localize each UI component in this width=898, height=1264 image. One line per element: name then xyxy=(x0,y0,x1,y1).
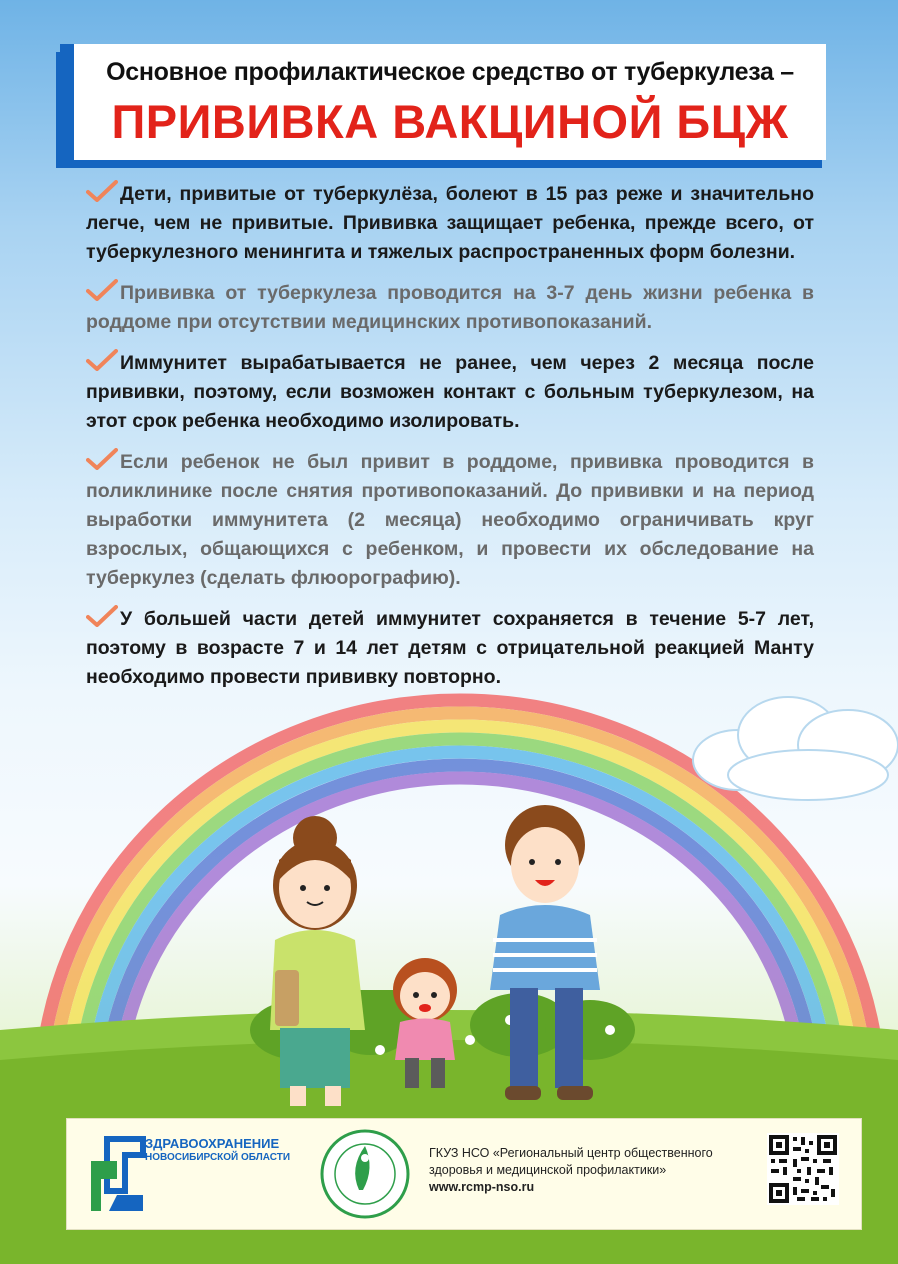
check-icon xyxy=(86,180,118,202)
check-icon xyxy=(86,279,118,301)
qr-code-icon xyxy=(767,1133,839,1205)
info-item-text: Если ребенок не был привит в роддоме, прививка проводится в поликлинике после снятия противопоказаний. До прививки и на период выработки иммунитета (2 месяца) необходимо ограничивать круг взрослых, общающихся с ребенком, и провести их обследование на туберкулез (сделать флюорографию). xyxy=(86,451,814,589)
logo-line-1: ЗДРАВООХРАНЕНИЕ xyxy=(145,1136,280,1151)
info-item-4 xyxy=(86,448,814,593)
health-ministry-logo-icon xyxy=(87,1135,147,1215)
organization-name: ГКУЗ НСО «Региональный центр общественного здоровья и медицинской профилактики» xyxy=(429,1146,713,1177)
cloud-illustration xyxy=(678,690,898,810)
info-item-text: Прививка от туберкулеза проводится на 3-7 день жизни ребенка в роддоме при отсутствии медицинских противопоказаний. xyxy=(86,282,814,333)
info-item-5 xyxy=(86,605,814,692)
logo-line-2: НОВОСИБИРСКОЙ ОБЛАСТИ xyxy=(145,1152,290,1163)
organization-info xyxy=(429,1145,759,1196)
info-item-1 xyxy=(86,180,814,267)
info-item-2 xyxy=(86,279,814,337)
health-ministry-name xyxy=(145,1137,290,1165)
info-item-3 xyxy=(86,349,814,436)
info-list xyxy=(86,180,814,704)
info-item-text: Дети, привитые от туберкулёза, болеют в 15 раз реже и значительно легче, чем не привитые. Прививка защищает ребенка, прежде всего, от туберкулезного менингита и тяжелых распространенных форм болезни. xyxy=(86,183,814,263)
poster-title: ПРИВИВКА ВАКЦИНОЙ БЦЖ xyxy=(111,95,789,148)
info-item-text: У большей части детей иммунитет сохраняется в течение 5-7 лет, поэтому в возрасте 7 и 14 лет детям с отрицательной реакцией Манту необходимо провести прививку повторно. xyxy=(86,608,814,688)
title-banner xyxy=(60,44,826,160)
check-icon xyxy=(86,448,118,470)
info-item-text: Иммунитет вырабатывается не ранее, чем через 2 месяца после прививки, поэтому, если возможен контакт с больным туберкулезом, на этот срок ребенка необходимо изолировать. xyxy=(86,352,814,432)
family-illustration xyxy=(255,790,635,1120)
footer-panel xyxy=(66,1118,862,1230)
poster-subtitle: Основное профилактическое средство от туберкулеза – xyxy=(106,58,794,86)
check-icon xyxy=(86,605,118,627)
organization-url[interactable]: www.rcmp-nso.ru xyxy=(429,1180,535,1194)
check-icon xyxy=(86,349,118,371)
center-seal-icon xyxy=(319,1128,411,1220)
